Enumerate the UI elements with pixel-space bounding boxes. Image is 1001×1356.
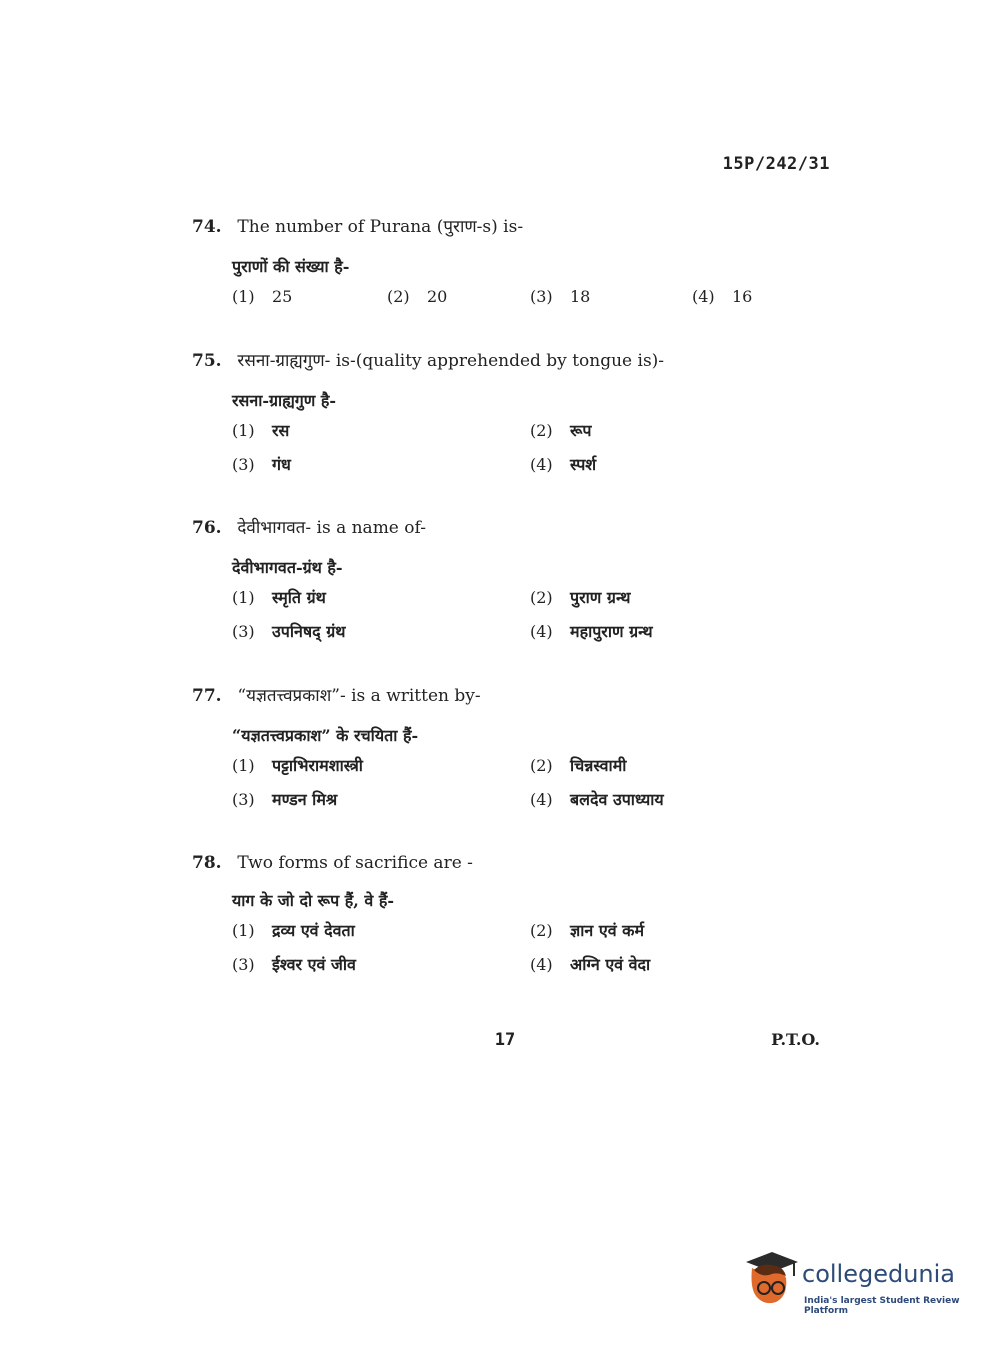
logo-tagline: India's largest Student Review Platform xyxy=(804,1296,960,1316)
question-number: 74. xyxy=(192,217,222,237)
options xyxy=(232,749,752,817)
option-3: (3) उपनिषद् ग्रंथ xyxy=(232,622,346,641)
option-3: (3) 18 xyxy=(530,287,591,306)
options xyxy=(232,914,752,982)
options xyxy=(232,414,752,482)
question-number: 76. xyxy=(192,518,222,538)
question-74 xyxy=(192,214,752,314)
logo-name: collegedunia xyxy=(802,1260,956,1288)
option-3: (3) ईश्वर एवं जीव xyxy=(232,955,356,974)
question-text-english: The number of Purana (पुराण-s) is- xyxy=(237,217,524,237)
options xyxy=(232,581,752,649)
collegedunia-logo xyxy=(742,1248,972,1318)
option-2: (2) चिन्नस्वामी xyxy=(530,756,627,775)
option-3: (3) गंध xyxy=(232,455,291,474)
question-text-hindi: देवीभागवत-ग्रंथ है- xyxy=(232,558,343,577)
page-number: 17 xyxy=(494,1030,516,1050)
question-text-hindi: याग के जो दो रूप हैं, वे हैं- xyxy=(232,891,394,910)
paper-code: 15P/242/31 xyxy=(722,154,830,174)
option-4: (4) अग्नि एवं वेदा xyxy=(530,955,651,974)
question-75 xyxy=(192,348,752,482)
option-1: (1) स्मृति ग्रंथ xyxy=(232,588,326,607)
options xyxy=(232,280,752,314)
option-4: (4) 16 xyxy=(692,287,753,306)
question-77 xyxy=(192,683,752,817)
option-2: (2) ज्ञान एवं कर्म xyxy=(530,921,645,940)
question-78 xyxy=(192,850,752,982)
graduate-cap-icon xyxy=(742,1248,800,1312)
option-2: (2) रूप xyxy=(530,421,592,440)
option-4: (4) स्पर्श xyxy=(530,455,597,474)
option-2: (2) 20 xyxy=(387,287,448,306)
question-number: 75. xyxy=(192,351,222,371)
option-1: (1) पट्टाभिरामशास्त्री xyxy=(232,756,363,775)
question-text-hindi: पुराणों की संख्या है- xyxy=(232,257,350,276)
option-3: (3) मण्डन मिश्र xyxy=(232,790,338,809)
question-text-hindi: “यज्ञतत्त्वप्रकाश” के रचयिता हैं- xyxy=(232,726,419,745)
question-text-hindi: रसना-ग्राह्यगुण है- xyxy=(232,391,337,410)
option-4: (4) बलदेव उपाध्याय xyxy=(530,790,664,809)
question-text-english: “यज्ञतत्त्वप्रकाश”- is a written by- xyxy=(237,686,481,706)
question-text-english: देवीभागवत- is a name of- xyxy=(237,518,426,538)
question-text-english: Two forms of sacrifice are - xyxy=(237,853,473,873)
option-1: (1) रस xyxy=(232,421,290,440)
question-text-english: रसना-ग्राह्यगुण- is-(quality apprehended by tongue is)- xyxy=(237,351,665,371)
option-1: (1) द्रव्य एवं देवता xyxy=(232,921,355,940)
option-2: (2) पुराण ग्रन्थ xyxy=(530,588,631,607)
option-1: (1) 25 xyxy=(232,287,293,306)
pto-label: P.T.O. xyxy=(771,1030,820,1049)
question-number: 78. xyxy=(192,853,222,873)
option-4: (4) महापुराण ग्रन्थ xyxy=(530,622,653,641)
question-76 xyxy=(192,515,752,649)
question-number: 77. xyxy=(192,686,222,706)
